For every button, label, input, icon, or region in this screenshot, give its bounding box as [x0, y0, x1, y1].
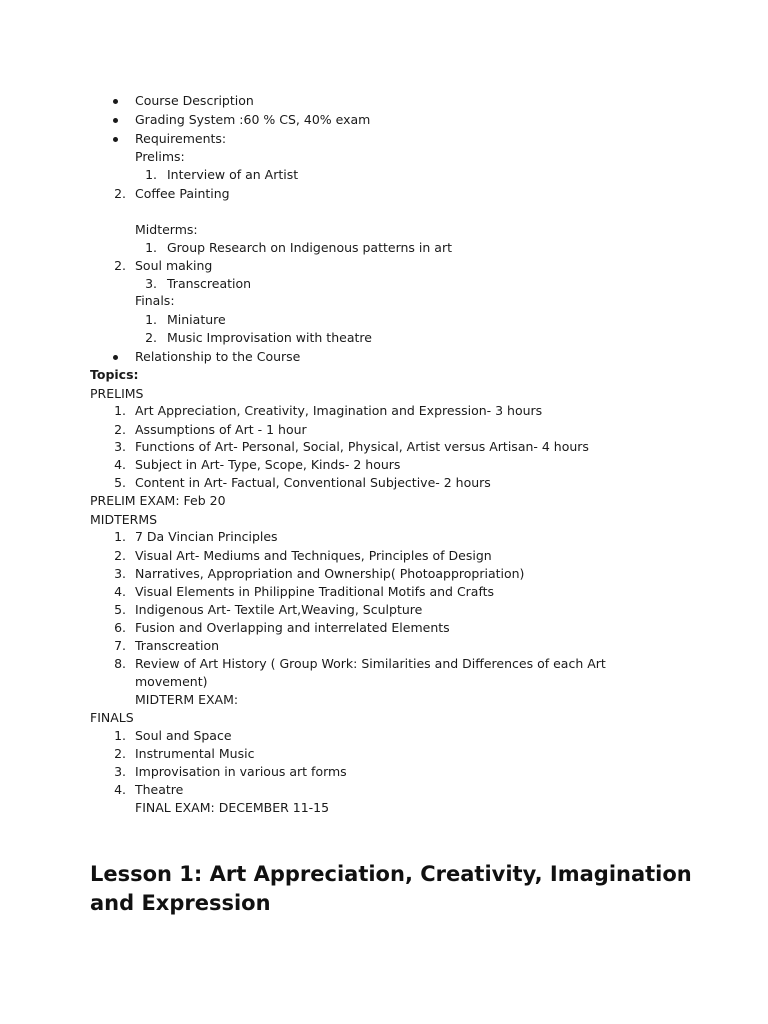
grading-system: Grading System :60 % CS, 40% exam — [135, 112, 371, 127]
list-item: 7 Da Vincian Principles — [135, 529, 278, 544]
prelims-header: PRELIMS — [90, 386, 144, 401]
bullet-icon — [113, 118, 118, 123]
list-number: 6. — [114, 620, 126, 635]
prelims-label: Prelims: — [135, 149, 185, 164]
list-item: Miniature — [167, 312, 226, 327]
list-number: 3. — [114, 566, 126, 581]
list-number: 4. — [114, 584, 126, 599]
list-number: 1. — [145, 312, 157, 327]
list-number: 2. — [114, 258, 126, 273]
list-number: 3. — [114, 764, 126, 779]
list-item: Assumptions of Art - 1 hour — [135, 422, 307, 437]
list-number: 4. — [114, 457, 126, 472]
topics-title: Topics: — [90, 367, 139, 382]
course-description: Course Description — [135, 93, 254, 108]
list-number: 3. — [145, 276, 157, 291]
list-number: 1. — [114, 529, 126, 544]
list-number: 1. — [145, 240, 157, 255]
list-item: Review of Art History ( Group Work: Similarities and Differences of each Art — [135, 656, 606, 671]
list-item: Theatre — [135, 782, 184, 797]
list-item: Music Improvisation with theatre — [167, 330, 372, 345]
finals-label: Finals: — [135, 293, 175, 308]
list-item: Transcreation — [135, 638, 220, 653]
list-item: Content in Art- Factual, Conventional Subjective- 2 hours — [135, 475, 491, 490]
list-item: Instrumental Music — [135, 746, 255, 761]
list-item: Fusion and Overlapping and interrelated Elements — [135, 620, 450, 635]
list-item: Indigenous Art- Textile Art,Weaving, Sculpture — [135, 602, 423, 617]
midterms-label: Midterms: — [135, 222, 198, 237]
list-item: Functions of Art- Personal, Social, Physical, Artist versus Artisan- 4 hours — [135, 439, 589, 454]
list-item-continuation: movement) — [135, 674, 208, 689]
list-number: 5. — [114, 475, 126, 490]
list-item: Visual Elements in Philippine Traditional Motifs and Crafts — [135, 584, 495, 599]
bullet-icon — [113, 137, 118, 142]
list-number: 2. — [114, 746, 126, 761]
list-number: 1. — [145, 167, 157, 182]
prelim-exam: PRELIM EXAM: Feb 20 — [90, 493, 226, 508]
list-number: 2. — [145, 330, 157, 345]
list-item: Coffee Painting — [135, 186, 230, 201]
requirements-label: Requirements: — [135, 131, 227, 146]
list-number: 1. — [114, 403, 126, 418]
list-number: 8. — [114, 656, 126, 671]
bullet-icon — [113, 99, 118, 104]
list-number: 1. — [114, 728, 126, 743]
list-item: Improvisation in various art forms — [135, 764, 347, 779]
final-exam: FINAL EXAM: DECEMBER 11-15 — [135, 800, 330, 815]
midterms-header: MIDTERMS — [90, 512, 158, 527]
list-number: 5. — [114, 602, 126, 617]
list-item: Interview of an Artist — [167, 167, 299, 182]
list-number: 2. — [114, 422, 126, 437]
list-number: 2. — [114, 186, 126, 201]
finals-header: FINALS — [90, 710, 134, 725]
relationship-to-course: Relationship to the Course — [135, 349, 301, 364]
list-item: Visual Art- Mediums and Techniques, Principles of Design — [135, 548, 492, 563]
lesson-title-line-2: and Expression — [90, 891, 271, 915]
bullet-icon — [113, 355, 118, 360]
list-item: Soul making — [135, 258, 213, 273]
list-item: Group Research on Indigenous patterns in art — [167, 240, 452, 255]
lesson-title-line-1: Lesson 1: Art Appreciation, Creativity, Imagination — [90, 862, 692, 886]
list-number: 4. — [114, 782, 126, 797]
list-item: Art Appreciation, Creativity, Imagination and Expression- 3 hours — [135, 403, 543, 418]
list-item: Soul and Space — [135, 728, 232, 743]
list-item: Narratives, Appropriation and Ownership( Photoappropriation) — [135, 566, 525, 581]
list-item: Transcreation — [167, 276, 252, 291]
midterm-exam: MIDTERM EXAM: — [135, 692, 239, 707]
list-number: 7. — [114, 638, 126, 653]
list-item: Subject in Art- Type, Scope, Kinds- 2 hours — [135, 457, 401, 472]
list-number: 3. — [114, 439, 126, 454]
list-number: 2. — [114, 548, 126, 563]
